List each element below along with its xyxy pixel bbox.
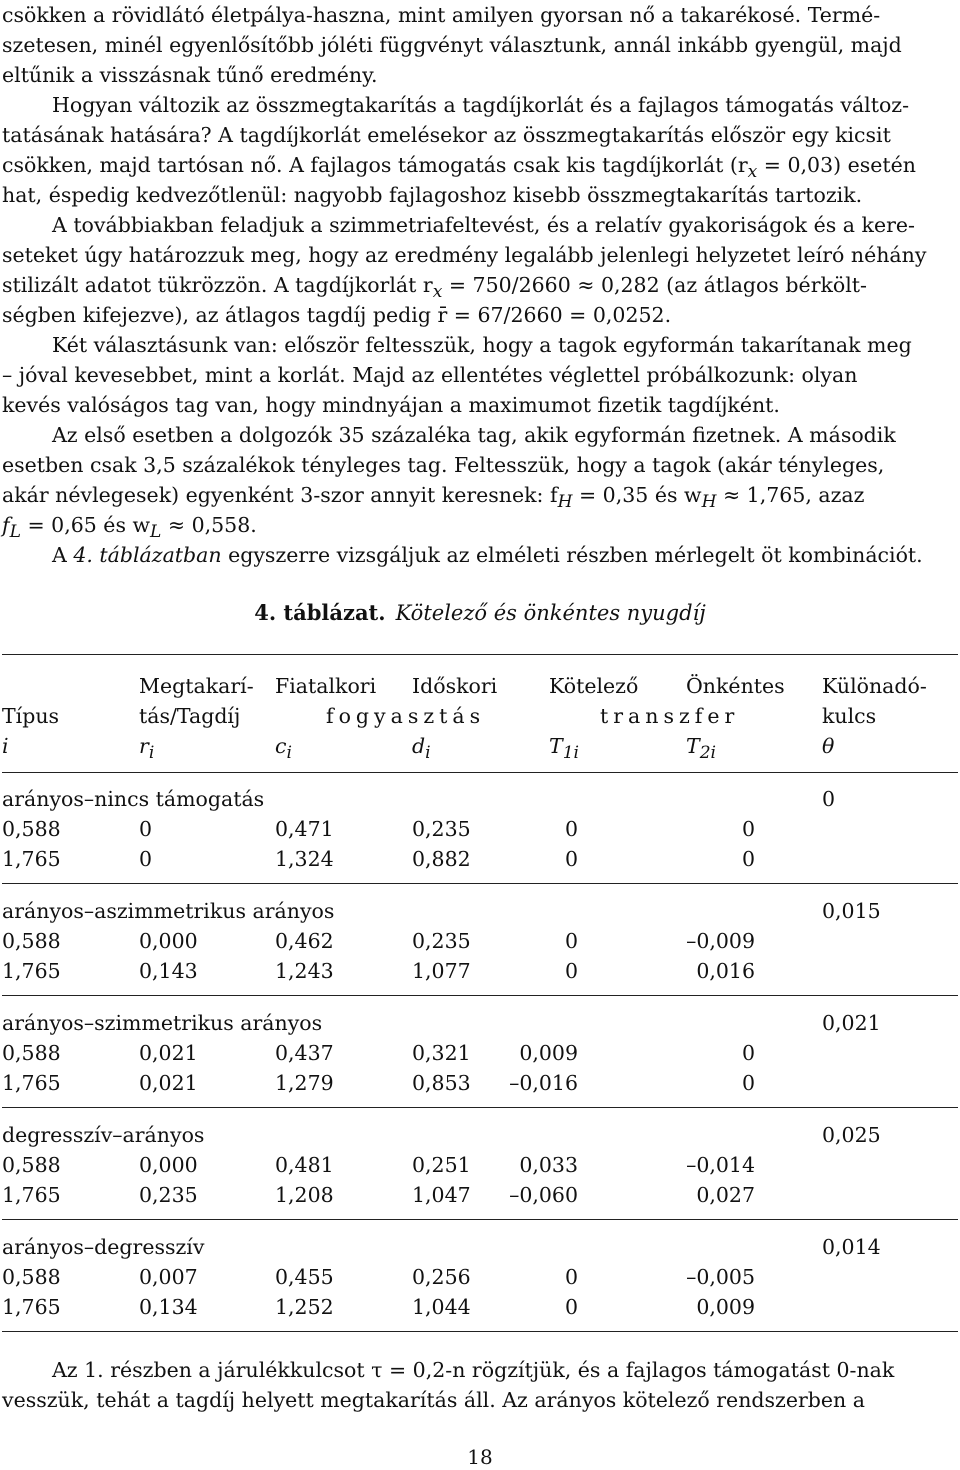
text-line: A továbbiakban feladjuk a szimmetriafeltevést, és a relatív gyakoriságok és a kere-: [52, 213, 915, 237]
group-label: degresszív–arányos: [2, 1123, 205, 1147]
table-cell: 0: [741, 847, 755, 871]
table-cell: 0,021: [139, 1071, 198, 1095]
table-cell: 0,321: [412, 1041, 471, 1065]
text-line: seteket úgy határozzuk meg, hogy az eredmény legalább jelenlegi helyzetet leíró néhány: [2, 243, 927, 267]
text-fragment: = 0,03) esetén: [757, 153, 917, 177]
symbol-sub: 1i: [562, 743, 580, 764]
table-cell: 0,143: [139, 959, 198, 983]
table-caption: [0, 600, 960, 625]
table-cell: 0,588: [2, 817, 61, 841]
outro-text: [2, 1355, 958, 1415]
table-cell: 0,437: [275, 1041, 334, 1065]
text-line: Az 1. részben a járulékkulcsot τ = 0,2-n rögzítjük, és a fajlagos támogatást 0-nak: [52, 1358, 895, 1382]
table-cell: 1,765: [2, 1183, 61, 1207]
text-line: esetben csak 3,5 százalékok tényleges tag. Feltesszük, hogy a tagok (akár tényleges,: [2, 453, 885, 477]
group-label: arányos–aszimmetrikus arányos: [2, 899, 335, 923]
group-label: arányos–szimmetrikus arányos: [2, 1011, 323, 1035]
col-symbol: θ: [822, 734, 835, 758]
table-cell: 0: [564, 847, 578, 871]
table-cell: 0: [564, 1265, 578, 1289]
theta-value: 0: [822, 787, 836, 811]
text-line: szetesen, minél egyenlősítőbb jóléti függvényt választunk, annál inkább gyengül, majd: [2, 33, 902, 57]
text-line: kevés valóságos tag van, hogy mindnyájan a maximumot fizetik tagdíjként.: [2, 393, 780, 417]
table-cell: –0,016: [509, 1071, 578, 1095]
text-fragment: ≈ 0,558.: [161, 513, 257, 537]
table-cell: 0,235: [412, 817, 471, 841]
subscript-x: x: [432, 282, 443, 303]
table-cell: 0,588: [2, 1153, 61, 1177]
table-cell: 0,007: [139, 1265, 198, 1289]
table-cell: –0,005: [686, 1265, 755, 1289]
symbol-sub: 2i: [699, 743, 717, 764]
symbol: T: [549, 734, 563, 758]
col-header-span: transzfer: [600, 704, 740, 728]
text-fragment: ≈ 1,765, azaz: [716, 483, 865, 507]
table-cell: 0: [741, 1071, 755, 1095]
table-cell: –0,009: [686, 929, 755, 953]
text-line: Az első esetben a dolgozók 35 százaléka tag, akik egyformán fizetnek. A második: [52, 423, 896, 447]
symbol-sub: i: [148, 743, 155, 764]
table-cell: 0,009: [519, 1041, 578, 1065]
table-cell: 0,588: [2, 1265, 61, 1289]
table-cell: 0,027: [696, 1183, 755, 1207]
text-fragment: csökken, majd tartósan nő. A fajlagos támogatás csak kis tagdíjkorlát (r: [2, 153, 748, 177]
table-cell: 0,033: [519, 1153, 578, 1177]
table-cell: 1,765: [2, 959, 61, 983]
text-line: vesszük, tehát a tagdíj helyett megtakarítás áll. Az arányos kötelező rendszerben a: [2, 1388, 865, 1412]
col-header: kulcs: [822, 704, 877, 728]
table-cell: 0: [564, 817, 578, 841]
symbol: c: [275, 734, 287, 758]
table-group-rule: [2, 995, 958, 996]
table-group-rule: [2, 1219, 958, 1220]
table-group-rule: [2, 1107, 958, 1108]
table-cell: 0: [741, 817, 755, 841]
table-cell: 1,765: [2, 1295, 61, 1319]
symbol: r: [139, 734, 149, 758]
text-fragment: f: [2, 513, 10, 537]
table-cell: 0: [564, 959, 578, 983]
caption-number: 4. táblázat.: [254, 600, 386, 625]
col-header: Fiatalkori: [275, 674, 377, 698]
theta-value: 0,025: [822, 1123, 881, 1147]
text-line: Hogyan változik az összmegtakarítás a tagdíjkorlát és a fajlagos támogatás változ-: [52, 93, 910, 117]
text-line: [2, 270, 958, 303]
text-line: [2, 540, 958, 570]
table-cell: 1,765: [2, 847, 61, 871]
table-cell: 1,279: [275, 1071, 334, 1095]
theta-value: 0,015: [822, 899, 881, 923]
symbol: d: [412, 734, 426, 758]
table-group-rule: [2, 883, 958, 884]
table-cell: –0,060: [509, 1183, 578, 1207]
table-cell: 0,588: [2, 1041, 61, 1065]
table-cell: 1,208: [275, 1183, 334, 1207]
subscript-H: H: [557, 492, 573, 513]
text-line: – jóval kevesebbet, mint a korlát. Majd az ellentétes véglettel próbálkozunk: olyan: [2, 363, 858, 387]
text-fragment: akár névlegesek) egyenként 3-szor annyit keresnek: f: [2, 483, 558, 507]
table-cell: 0: [564, 1295, 578, 1319]
text-line: hat, éspedig kedvezőtlenül: nagyobb fajlagoshoz kisebb összmegtakarítás tartozik.: [2, 183, 863, 207]
table-cell: 1,047: [412, 1183, 471, 1207]
table-cell: 0,235: [139, 1183, 198, 1207]
text-fragment: stilizált adatot tükrözzön. A tagdíjkorlát r: [2, 273, 433, 297]
group-label: arányos–degresszív: [2, 1235, 205, 1259]
subscript-x: x: [747, 162, 758, 183]
theta-value: 0,021: [822, 1011, 881, 1035]
table-cell: 0,009: [696, 1295, 755, 1319]
table-cell: 0,021: [139, 1041, 198, 1065]
text-fragment: = 0,35 és w: [572, 483, 702, 507]
table-top-rule: [2, 654, 958, 655]
table-cell: 0,134: [139, 1295, 198, 1319]
text-line: csökken a rövidlátó életpálya-haszna, mint amilyen gyorsan nő a takarékosé. Termé-: [2, 3, 881, 27]
table-cell: 0,016: [696, 959, 755, 983]
table-cell: 0,256: [412, 1265, 471, 1289]
col-header-span: fogyasztás: [326, 704, 486, 728]
table-cell: 0,481: [275, 1153, 334, 1177]
text-line: [2, 510, 958, 543]
caption-title: Kötelező és önkéntes nyugdíj: [395, 601, 706, 625]
col-symbol: [686, 732, 716, 767]
col-header: Típus: [2, 704, 60, 728]
subscript-L: L: [9, 522, 21, 543]
table-cell: 0,251: [412, 1153, 471, 1177]
table-cell: 1,252: [275, 1295, 334, 1319]
text-line: Két választásunk van: először feltesszük, hogy a tagok egyformán takarítanak meg: [52, 333, 912, 357]
text-line: [2, 480, 958, 513]
text-fragment: = 0,65 és w: [20, 513, 151, 537]
symbol-sub: i: [286, 743, 292, 764]
table-cell: 1,324: [275, 847, 334, 871]
theta-value: 0,014: [822, 1235, 881, 1259]
text-line: eltűnik a visszásnak tűnő eredmény.: [2, 63, 378, 87]
table-cell: 0,588: [2, 929, 61, 953]
col-symbol: i: [2, 734, 9, 758]
col-symbol: [139, 732, 154, 767]
table-cell: 0: [564, 929, 578, 953]
table-cell: 0,235: [412, 929, 471, 953]
col-symbol: [412, 732, 431, 767]
text-line: [2, 150, 958, 183]
subscript-var: [747, 153, 758, 183]
text-fragment: A: [52, 543, 74, 567]
subscript-H: H: [701, 492, 717, 513]
text-line: ségben kifejezve), az átlagos tagdíj pedig r̄ = 67/2660 = 0,0252.: [2, 303, 672, 327]
col-header: Kötelező: [549, 674, 639, 698]
table-reference-link[interactable]: 4. táblázatban: [73, 543, 222, 567]
table-cell: 1,243: [275, 959, 334, 983]
table-cell: 1,044: [412, 1295, 471, 1319]
text-line: tatásának hatására? A tagdíjkorlát emelésekor az összmegtakarítás először egy kicsit: [2, 123, 891, 147]
table-cell: 0: [139, 847, 153, 871]
col-symbol: [275, 732, 292, 767]
col-header: Önkéntes: [686, 674, 785, 698]
col-header: Különadó-: [822, 674, 927, 698]
table-cell: –0,014: [686, 1153, 755, 1177]
page-number: 18: [467, 1445, 493, 1469]
table-cell: 1,077: [412, 959, 471, 983]
symbol: T: [686, 734, 700, 758]
col-header: Megtakarí-: [139, 674, 254, 698]
col-header: tás/Tagdíj: [139, 704, 241, 728]
table-cell: 0,000: [139, 1153, 198, 1177]
text-fragment: egyszerre vizsgáljuk az elméleti részben mérlegelt öt kombinációt.: [221, 543, 923, 567]
subscript-L: L: [150, 522, 162, 543]
table-cell: 0,455: [275, 1265, 334, 1289]
col-header: Időskori: [412, 674, 498, 698]
col-symbol: [549, 732, 579, 767]
table-cell: 0: [741, 1041, 755, 1065]
text-fragment: = 750/2660 ≈ 0,282 (az átlagos bérkölt-: [442, 273, 867, 297]
table-header-rule: [2, 772, 958, 773]
group-label: arányos–nincs támogatás: [2, 787, 265, 811]
table-cell: 0,000: [139, 929, 198, 953]
table-cell: 0: [139, 817, 153, 841]
intro-text: [2, 0, 958, 570]
symbol-sub: i: [425, 743, 431, 764]
table-cell: 0,471: [275, 817, 334, 841]
table-bottom-rule: [2, 1331, 958, 1332]
table-cell: 0,462: [275, 929, 334, 953]
table-cell: 0,882: [412, 847, 471, 871]
table-cell: 1,765: [2, 1071, 61, 1095]
table-cell: 0,853: [412, 1071, 471, 1095]
